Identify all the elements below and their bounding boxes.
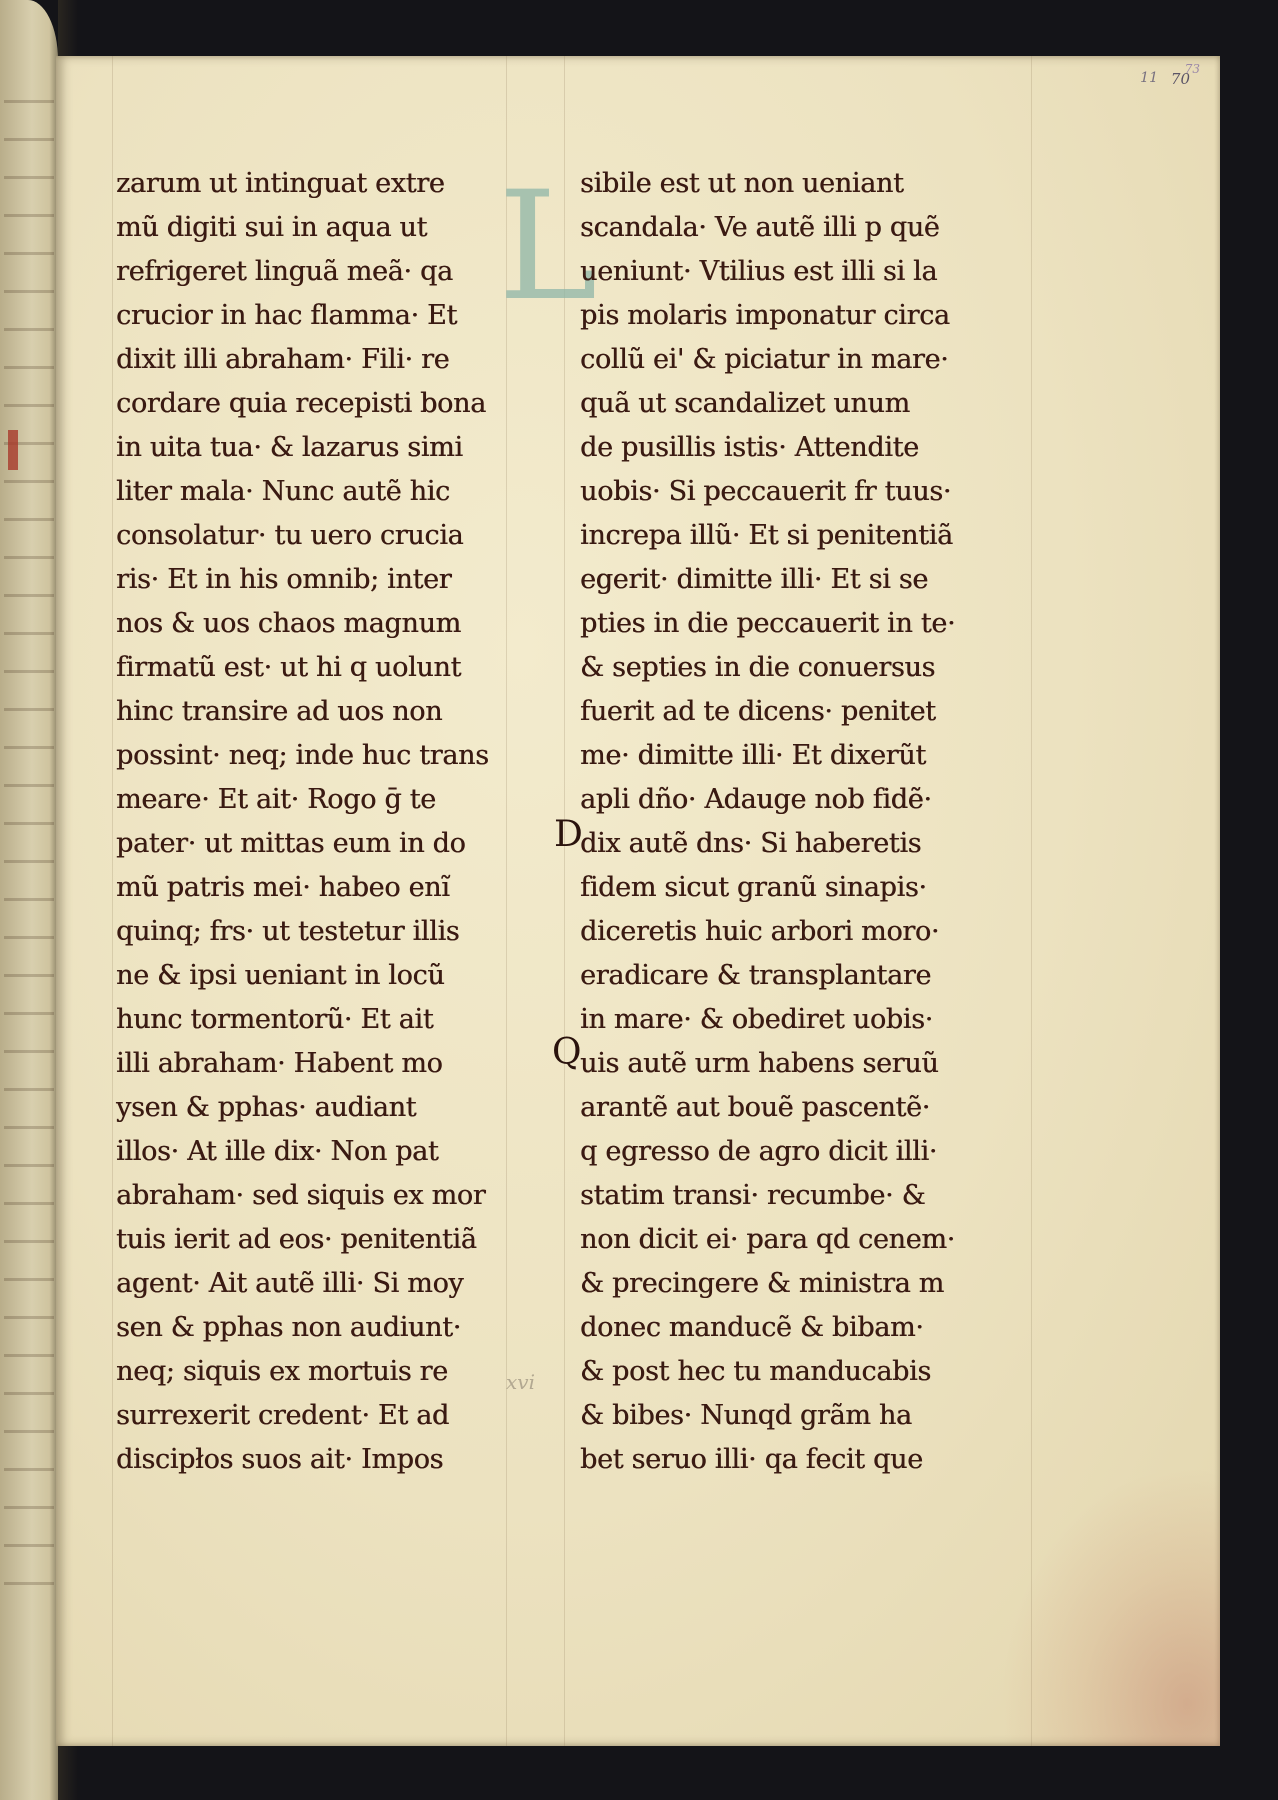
folio-pencil-mark: 73 xyxy=(1184,62,1200,76)
text-line: increpa illũ· Et si penitentiã xyxy=(580,520,953,551)
ruling-line xyxy=(112,56,113,1746)
text-line: tuis ierit ad eos· penitentiã xyxy=(116,1224,477,1255)
text-line: sibile est ut non ueniant xyxy=(580,168,904,199)
text-column-left xyxy=(116,160,598,1482)
text-line: & bibes· Nunqd grãm ha xyxy=(580,1400,912,1431)
marginal-note: xvi xyxy=(506,1370,535,1394)
text-line: firmatũ est· ut hi q uolunt xyxy=(116,652,462,683)
text-line: & septies in die conuersus xyxy=(580,652,936,683)
text-line: sen & pphas non audiunt· xyxy=(116,1312,461,1343)
initial-D: D xyxy=(554,814,583,855)
text-line: non dicit ei· para qd cenem· xyxy=(580,1224,955,1255)
text-line: surrexerit credent· Et ad xyxy=(116,1400,449,1431)
text-line: possint· neq; inde huc trans xyxy=(116,740,489,771)
text-line: fuerit ad te dicens· penitet xyxy=(580,696,936,727)
text-line: apli dño· Adauge nob fidẽ· xyxy=(580,784,932,815)
text-line: ueniunt· Vtilius est illi si la xyxy=(580,256,938,287)
text-line: crucior in hac flamma· Et xyxy=(116,300,457,331)
text-column-right xyxy=(580,162,1020,1482)
text-line: neq; siquis ex mortuis re xyxy=(116,1356,448,1387)
text-line: uis autẽ urm habens seruũ xyxy=(580,1048,939,1079)
text-line: & precingere & ministra m xyxy=(580,1268,944,1299)
text-line: consolatur· tu uero crucia xyxy=(116,520,464,551)
text-line: zarum ut intinguat extre xyxy=(116,168,445,199)
text-line: donec manducẽ & bibam· xyxy=(580,1312,924,1343)
text-line: mũ digiti sui in aqua ut xyxy=(116,212,428,243)
text-line: liter mala· Nunc autẽ hic xyxy=(116,476,450,507)
text-line: illos· At ille dix· Non pat xyxy=(116,1136,439,1167)
text-line: illi abraham· Habent mo xyxy=(116,1048,443,1079)
text-line: pater· ut mittas eum in do xyxy=(116,828,466,859)
text-line: statim transi· recumbe· & xyxy=(580,1180,926,1211)
text-line: diceretis huic arbori moro· xyxy=(580,916,940,947)
text-line: ris· Et in his omnib; inter xyxy=(116,564,452,595)
facing-page-text-edge xyxy=(4,100,54,1600)
text-line: nos & uos chaos magnum xyxy=(116,608,461,639)
text-line: collũ ei' & piciatur in mare· xyxy=(580,344,949,375)
text-line: arantẽ aut bouẽ pascentẽ· xyxy=(580,1092,930,1123)
text-line: ne & ipsi ueniant in locũ xyxy=(116,960,445,991)
text-line: me· dimitte illi· Et dixerũt xyxy=(580,740,926,771)
text-line: discipłos suos ait· Impos xyxy=(116,1444,444,1475)
text-line: eradicare & transplantare xyxy=(580,960,932,991)
text-line: ysen & pphas· audiant xyxy=(116,1092,417,1123)
text-line: dixit illi abraham· Fili· re xyxy=(116,344,450,375)
text-line: egerit· dimitte illi· Et si se xyxy=(580,564,928,595)
text-line: quinq; frs· ut testetur illis xyxy=(116,916,460,947)
text-line: scandala· Ve autẽ illi p quẽ xyxy=(580,212,940,243)
text-line: hinc transire ad uos non xyxy=(116,696,443,727)
ruling-line xyxy=(1031,56,1032,1746)
text-line: quã ut scandalizet unum xyxy=(580,388,910,419)
text-line: q egresso de agro dicit illi· xyxy=(580,1136,938,1167)
text-line: bet seruo illi· qa fecit que xyxy=(580,1444,923,1475)
text-line: fidem sicut granũ sinapis· xyxy=(580,872,927,903)
facing-page-edge xyxy=(0,0,58,1800)
text-line: pis molaris imponatur circa xyxy=(580,300,950,331)
text-line: abraham· sed siquis ex mor xyxy=(116,1180,486,1211)
text-line: agent· Ait autẽ illi· Si moy xyxy=(116,1268,464,1299)
facing-page-rubric xyxy=(8,430,18,470)
text-line: pties in die peccauerit in te· xyxy=(580,608,956,639)
text-line: hunc tormentorũ· Et ait xyxy=(116,1004,434,1035)
folio-number: 70 xyxy=(1170,70,1190,88)
initial-Q: Q xyxy=(552,1032,582,1073)
decorated-initial-L: L xyxy=(498,160,598,334)
text-line: mũ patris mei· habeo enĩ xyxy=(116,872,450,903)
text-line: cordare quia recepisti bona xyxy=(116,388,486,419)
manuscript-page xyxy=(56,56,1220,1746)
text-line: uobis· Si peccauerit fr tuus· xyxy=(580,476,952,507)
text-line: dix autẽ dns· Si haberetis xyxy=(580,828,922,859)
text-line: de pusillis istis· Attendite xyxy=(580,432,919,463)
text-line: & post hec tu manducabis xyxy=(580,1356,931,1387)
text-line: in uita tua· & lazarus simi xyxy=(116,432,463,463)
old-folio-number: 11 xyxy=(1140,70,1158,86)
water-stain xyxy=(1000,1466,1220,1746)
text-line: refrigeret linguã meã· qa xyxy=(116,256,453,287)
text-line: meare· Et ait· Rogo ḡ te xyxy=(116,784,436,815)
text-line: in mare· & obediret uobis· xyxy=(580,1004,933,1035)
